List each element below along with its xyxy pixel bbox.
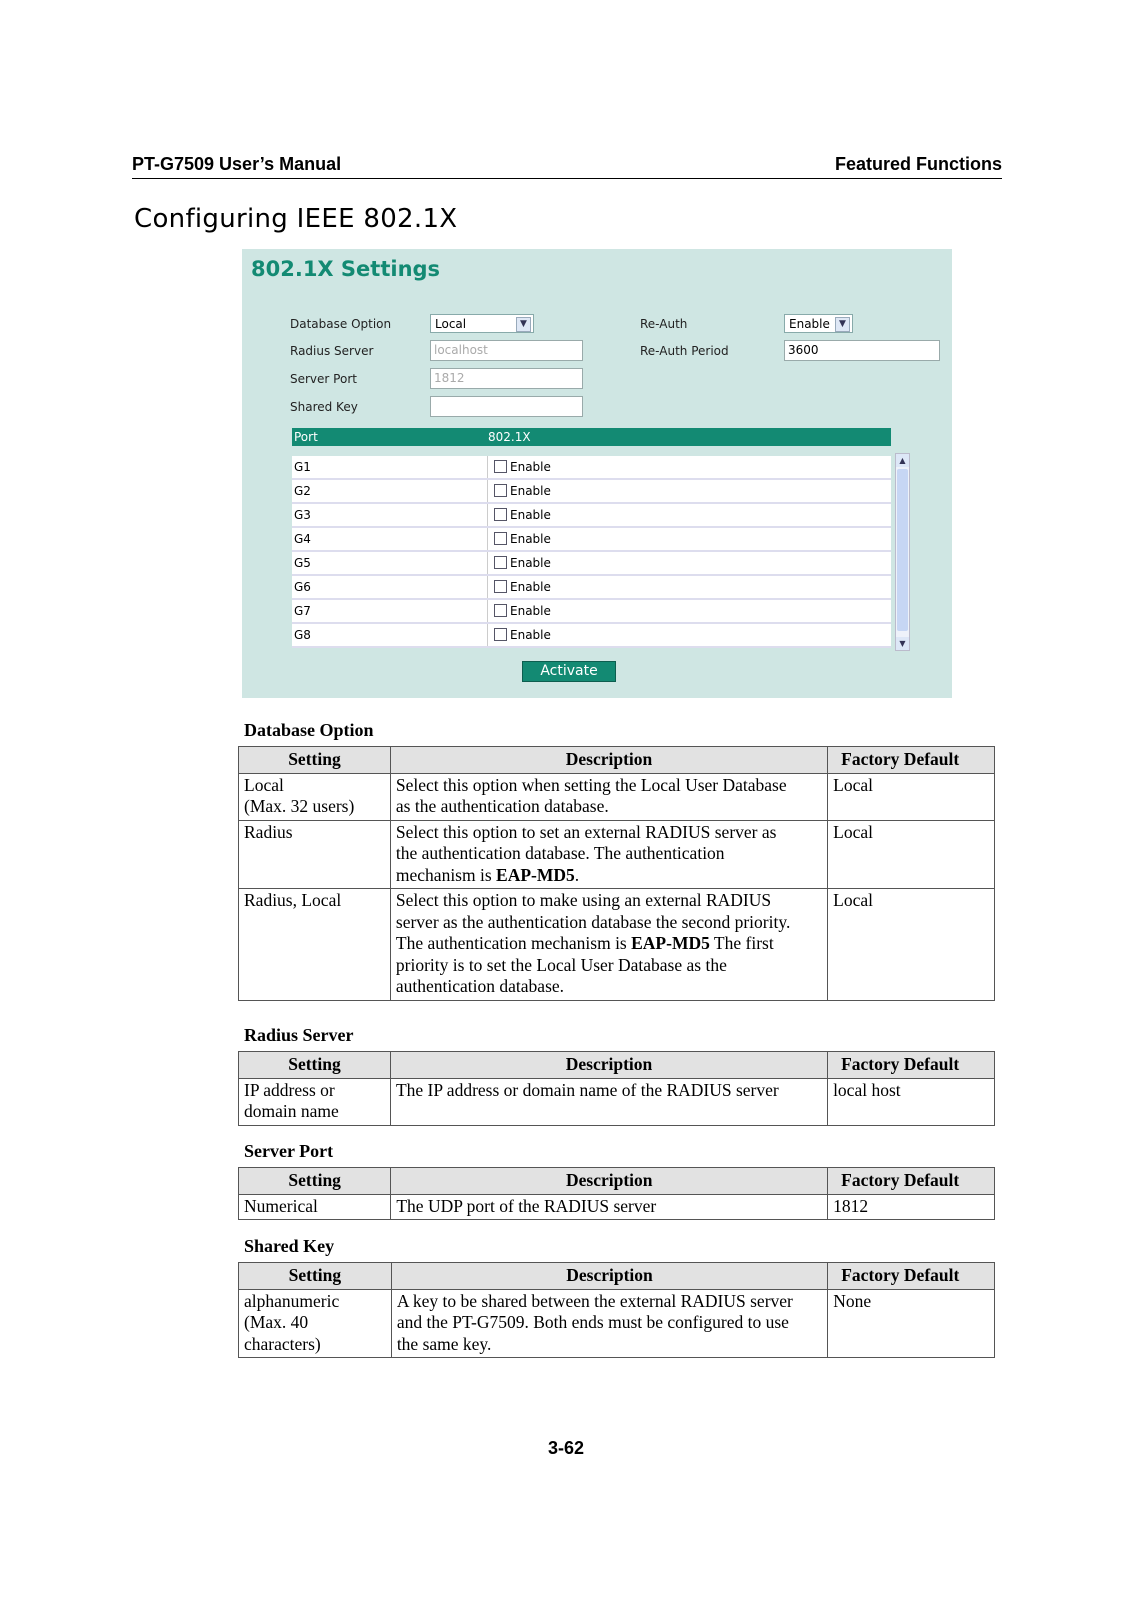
scroll-thumb[interactable] [897,469,908,631]
radius-server-input[interactable]: localhost [430,340,583,361]
checkbox-label: Enable [510,508,551,522]
port-name: G8 [294,628,311,642]
checkbox-icon [494,628,507,641]
reauth-period-label: Re-Auth Period [640,344,729,358]
factory-default-header: Factory Default [828,747,995,774]
checkbox-label: Enable [510,580,551,594]
table-row [239,1194,995,1220]
cell-line: authentication database. [395,976,565,996]
default-cell: local host [828,1078,995,1125]
default-cell: Local [828,889,995,1001]
cell-line: (Max. 32 users) [244,796,355,816]
database-option-table [238,746,995,1001]
port-row [292,576,891,600]
chevron-down-icon: ▼ [835,317,850,332]
checkbox-label: Enable [510,628,551,642]
description-header: Description [390,1052,827,1079]
server-port-label: Server Port [290,372,357,386]
cell-line: The first [709,933,774,953]
description-cell: The IP address or domain name of the RADIUS server [390,1078,827,1125]
checkbox-icon [494,460,507,473]
enable-checkbox[interactable] [487,456,551,478]
radius-server-table [238,1051,995,1126]
description-cell [390,820,827,889]
port-grid-scrollbar[interactable] [895,453,910,651]
setting-cell [239,1289,392,1358]
factory-default-header: Factory Default [828,1263,995,1290]
description-cell: The UDP port of the RADIUS server [391,1194,828,1220]
setting-cell: Radius, Local [239,889,391,1001]
description-cell [391,1289,827,1358]
table-header-row [239,1168,995,1195]
port-row [292,504,891,528]
shared-key-table [238,1262,995,1358]
table-header-row [239,1052,995,1079]
table-header-row [239,1263,995,1290]
reauth-value: Enable [789,317,830,331]
description-cell [390,889,827,1001]
cell-line: . [574,864,580,885]
table-row [239,1289,995,1358]
server-port-input[interactable]: 1812 [430,368,583,389]
cell-line: as the authentication database. [395,796,609,816]
cell-line: priority is to set the Local User Database as the [395,954,727,975]
panel-title: 802.1X Settings [251,257,441,281]
cell-line: (Max. 40 [244,1312,309,1332]
enable-checkbox[interactable] [487,576,551,598]
port-row [292,456,891,480]
shared-key-input[interactable] [430,396,583,417]
page-number: 3-62 [547,1438,585,1458]
checkbox-label: Enable [510,460,551,474]
cell-line: Select this option to set an external RADIUS server as [395,821,777,842]
database-option-select[interactable] [430,314,534,333]
cell-line: mechanism is [395,864,497,885]
section-title: Configuring IEEE 802.1X [134,204,458,234]
setting-header: Setting [239,1052,391,1079]
checkbox-label: Enable [510,532,551,546]
scroll-up-icon[interactable]: ▲ [896,454,909,467]
checkbox-label: Enable [510,556,551,570]
port-name: G3 [294,508,311,522]
settings-panel [242,249,952,698]
port-name: G1 [294,460,311,474]
database-option-label: Database Option [290,317,392,331]
enable-checkbox[interactable] [487,504,551,526]
enable-checkbox[interactable] [487,552,551,574]
enable-checkbox[interactable] [487,528,551,550]
default-cell: None [828,1289,995,1358]
setting-header: Setting [239,1263,392,1290]
cell-line: the same key. [396,1333,492,1354]
setting-header: Setting [239,1168,391,1195]
checkbox-label: Enable [510,604,551,618]
server-port-table [238,1167,995,1220]
port-grid-header [292,428,891,446]
description-header: Description [390,747,827,774]
cell-line: alphanumeric [244,1290,340,1311]
shared-key-label: Shared Key [290,400,358,414]
chapter-title: Featured Functions [834,154,1002,174]
setting-cell [239,1078,391,1125]
default-cell: Local [828,820,995,889]
cell-line: IP address or [244,1079,335,1100]
manual-title: PT-G7509 User’s Manual [132,154,342,174]
database-option-value: Local [435,317,467,331]
cell-line: and the PT-G7509. Both ends must be configured to use [396,1312,789,1332]
enable-checkbox[interactable] [487,624,551,646]
radius-server-label: Radius Server [290,344,374,358]
enable-checkbox[interactable] [487,480,551,502]
chevron-down-icon: ▼ [516,317,531,332]
setting-header: Setting [239,747,391,774]
table-row [239,889,995,1001]
port-name: G6 [294,580,311,594]
port-row [292,528,891,552]
cell-line: the authentication database. The authentication [395,843,725,863]
checkbox-icon [494,484,507,497]
server-port-caption: Server Port [244,1141,334,1161]
default-cell: 1812 [828,1194,995,1220]
setting-cell: Radius [239,820,391,889]
reauth-period-input[interactable]: 3600 [784,340,940,361]
cell-line: Local [244,774,284,795]
activate-button[interactable]: Activate [522,661,616,682]
default-cell: Local [828,773,995,820]
reauth-label: Re-Auth [640,317,688,331]
cell-line: The authentication mechanism is [395,933,632,953]
mechanism-name: EAP-MD5 [631,933,710,953]
dot1x-column-header: 802.1X [488,430,531,444]
cell-line: Select this option to make using an external RADIUS [395,890,772,910]
mechanism-name: EAP-MD5 [496,864,575,885]
table-row [239,773,995,820]
radius-server-caption: Radius Server [244,1025,354,1045]
description-header: Description [391,1263,827,1290]
checkbox-label: Enable [510,484,551,498]
page-header [132,152,1002,179]
cell-line: domain name [244,1101,339,1121]
checkbox-icon [494,604,507,617]
cell-line: server as the authentication database the second priority. [395,911,791,932]
description-header: Description [391,1168,828,1195]
checkbox-icon [494,556,507,569]
checkbox-icon [494,532,507,545]
shared-key-caption: Shared Key [244,1236,335,1256]
cell-line: characters) [244,1333,321,1354]
table-header-row [239,747,995,774]
description-cell [390,773,827,820]
setting-cell [239,773,391,820]
port-name: G4 [294,532,311,546]
cell-line: A key to be shared between the external RADIUS server [396,1290,793,1311]
reauth-select[interactable] [784,314,853,333]
scroll-down-icon[interactable]: ▼ [896,637,909,650]
port-name: G5 [294,556,311,570]
database-option-caption: Database Option [244,720,374,740]
port-name: G7 [294,604,311,618]
port-row [292,552,891,576]
factory-default-header: Factory Default [828,1168,995,1195]
checkbox-icon [494,508,507,521]
port-row [292,624,891,648]
table-row [239,1078,995,1125]
checkbox-icon [494,580,507,593]
port-row [292,600,891,624]
factory-default-header: Factory Default [828,1052,995,1079]
enable-checkbox[interactable] [487,600,551,622]
port-row [292,480,891,504]
setting-cell: Numerical [239,1194,391,1220]
table-row [239,820,995,889]
port-name: G2 [294,484,311,498]
cell-line: Select this option when setting the Local User Database [395,774,787,795]
port-column-header: Port [294,430,318,444]
